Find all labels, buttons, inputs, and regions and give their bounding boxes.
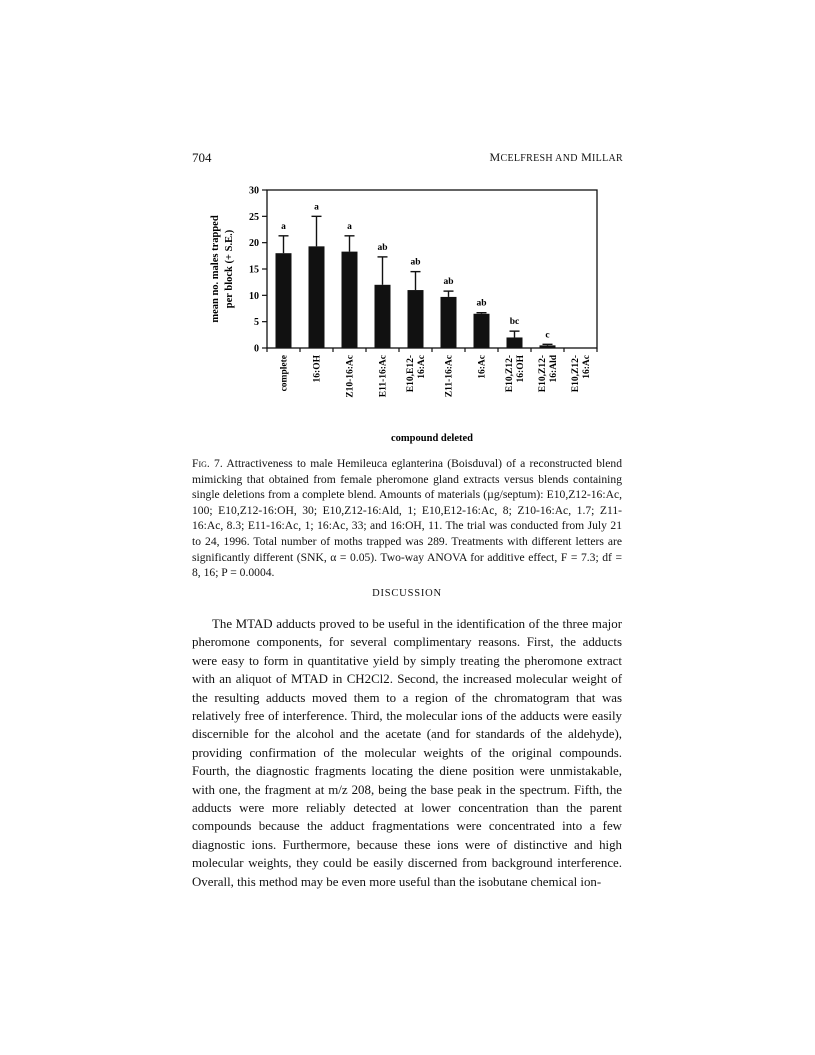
y-tick-label: 0 bbox=[254, 343, 259, 355]
significance-letter: ab bbox=[377, 242, 388, 253]
x-category-label: E10,Z12- bbox=[538, 355, 548, 393]
bar bbox=[408, 290, 424, 348]
bar bbox=[309, 246, 325, 348]
bar-chart bbox=[200, 178, 620, 448]
running-head-initial-2: M bbox=[581, 150, 593, 164]
x-category-label: E10,Z12- bbox=[571, 355, 581, 393]
section-heading-discussion: DISCUSSION bbox=[372, 588, 442, 599]
running-head-part-2: ILLAR bbox=[592, 153, 623, 164]
page-number: 704 bbox=[192, 150, 212, 165]
figure-label: Fig. 7. bbox=[192, 457, 223, 470]
x-category-label: 16:Ac bbox=[582, 355, 592, 379]
bar bbox=[375, 285, 391, 348]
x-category-label: E10,E12- bbox=[406, 355, 416, 393]
x-category-label: E11-16:Ac bbox=[378, 355, 389, 398]
y-tick-label: 25 bbox=[249, 211, 259, 223]
significance-letter: c bbox=[545, 330, 550, 341]
x-category-label: 16:Ac bbox=[477, 355, 488, 379]
bar bbox=[441, 297, 457, 348]
discussion-body bbox=[192, 615, 622, 891]
discussion-paragraph: The MTAD adducts proved to be useful in the identification of the three major pheromone components, for several complimentary reasons. First, the adducts were easy to form in quantitative yield by simply treating the pheromone extract with an aliquot of MTAD in CH2Cl2. Second, the increased molecular weight of the resulting adducts moved them to a region of the chromatogram that was relatively free of interference. Third, the molecular ions of the adducts were easily discernible for the alcohol and the acetate (and for standards of the aldehyde), providing confirmation of the molecular weights of the original compounds. Fourth, the diagnostic fragments locating the diene position were unmistakable, with one, the fragment at m/z 208, being the base peak in the spectrum. Fifth, the adducts were more reliably detected at lower concentration than the parent compounds because the adduct fragmentations were concentrated into a few diagnostic ions. Furthermore, because these ions were of distinctive and high molecular weights, they could be easily discerned from background interference. Overall, this method may be even more useful than the isobutane chemical ion- bbox=[192, 617, 622, 889]
running-head-initial-1: M bbox=[489, 150, 501, 164]
y-tick-label: 5 bbox=[254, 317, 259, 329]
x-category-label: 16:Ac bbox=[417, 355, 427, 379]
x-category-label: E10,Z12- bbox=[505, 355, 515, 393]
significance-letter: ab bbox=[443, 277, 454, 288]
bar bbox=[342, 252, 358, 348]
y-tick-label: 20 bbox=[249, 238, 259, 250]
significance-letter: a bbox=[347, 221, 352, 232]
significance-letter: a bbox=[314, 202, 319, 213]
x-category-label: Z10-16:Ac bbox=[345, 355, 356, 398]
significance-letter: ab bbox=[410, 257, 421, 268]
y-tick-label: 15 bbox=[249, 264, 259, 276]
running-head-part-1: CELFRESH AND bbox=[500, 153, 578, 164]
y-axis-title-line-2: per block (+ S.E.) bbox=[224, 229, 235, 309]
x-category-label: Z11-16:Ac bbox=[444, 355, 455, 398]
significance-letter: a bbox=[281, 221, 286, 232]
figure-caption-text: Attractiveness to male Hemileuca eglanterina (Boisduval) of a reconstructed blend mimicking that obtained from female pheromone gland extracts versus blends containing single deletions from a complete blend. Amounts of materials (µg/septum): E10,Z12-16:Ac, 100; E10,Z12-16:OH, 30; E10,Z12-16:Ald, 1; E10,E12-16:Ac, 8; Z10-16:Ac, 1.7; Z11-16:Ac, 8.3; E11-16:Ac, 1; 16:Ac, 33; and 16:OH, 11. The trial was conducted from July 21 to 24, 1996. Total number of moths trapped was 289. Treatments with different letters are significantly different (SNK, α = 0.05). Two-way ANOVA for additive effect, F = 7.3; df = 8, 16; P = 0.0004. bbox=[192, 457, 622, 580]
bar bbox=[507, 337, 523, 348]
x-category-label: 16:OH bbox=[312, 355, 323, 383]
y-tick-label: 30 bbox=[249, 185, 259, 197]
significance-letter: ab bbox=[476, 298, 487, 309]
bar bbox=[540, 345, 556, 348]
y-axis-title-line-1: mean no. males trapped bbox=[210, 215, 221, 323]
significance-letter: bc bbox=[509, 317, 520, 328]
bar bbox=[474, 314, 490, 348]
figure-caption bbox=[192, 456, 622, 581]
x-category-label: 16:Ald bbox=[549, 355, 559, 383]
y-tick-label: 10 bbox=[249, 290, 259, 302]
x-category-label: 16:OH bbox=[516, 355, 526, 383]
bar bbox=[276, 253, 292, 348]
figure-7-chart bbox=[200, 178, 620, 448]
x-category-label: complete bbox=[279, 355, 290, 392]
x-axis-title: compound deleted bbox=[391, 433, 473, 444]
running-head bbox=[490, 150, 623, 165]
